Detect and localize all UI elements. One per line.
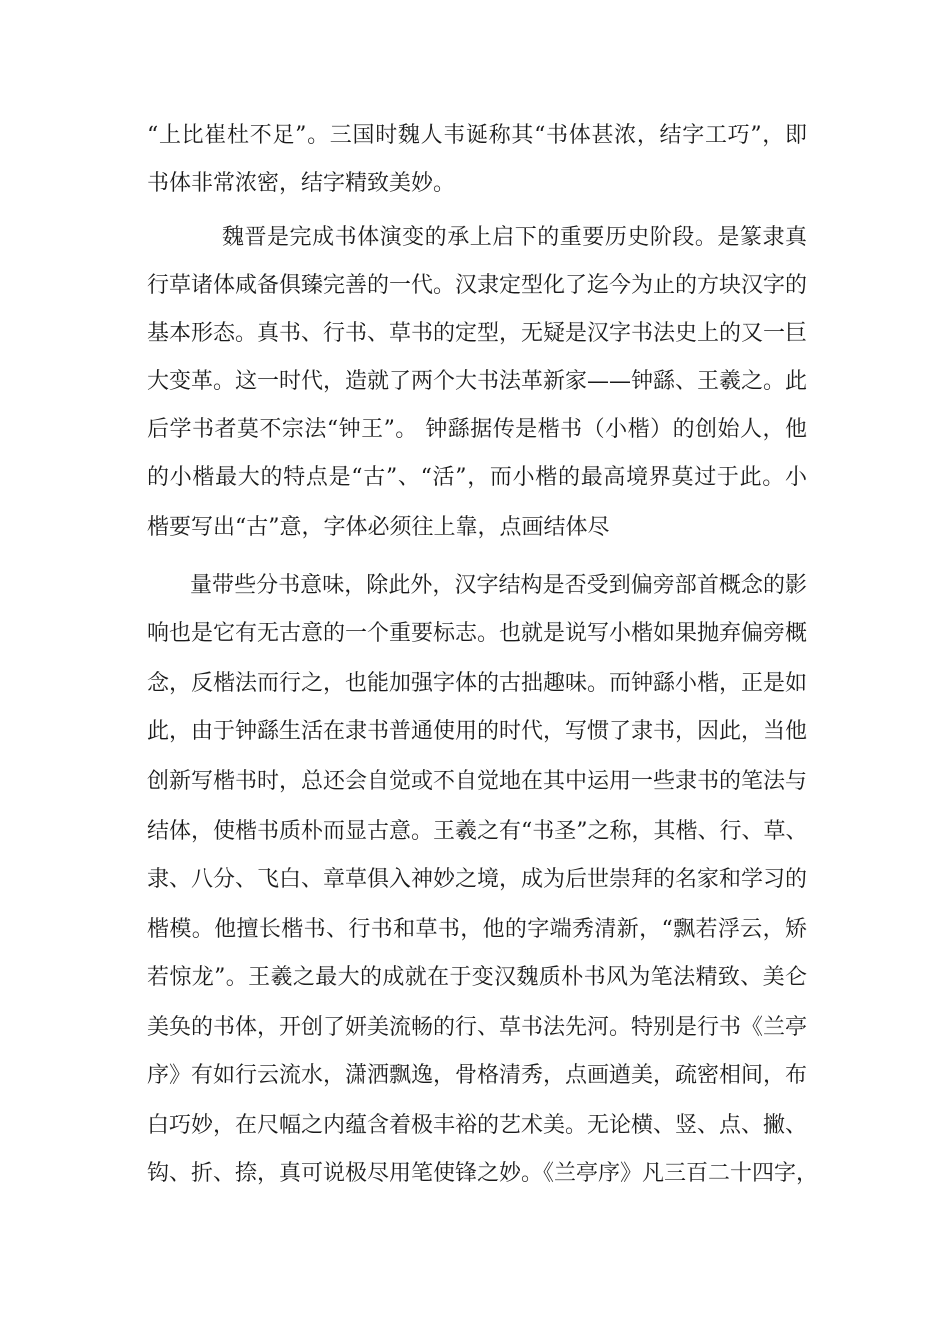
text-line: 隶、八分、飞白、章草俱入神妙之境，成为后世崇拜的名家和学习的 [147, 867, 808, 892]
text-line: 钩、折、捺，真可说极尽用笔使锋之妙。《兰亭序》凡三百二十四字， [147, 1161, 819, 1186]
text-line: 书体非常浓密，结字精致美妙。 [147, 171, 456, 196]
text-line: 若惊龙”。王羲之最大的成就在于变汉魏质朴书风为笔法精致、美仑 [147, 965, 807, 990]
text-line: “上比崔杜不足”。三国时魏人韦诞称其“书体甚浓，结字工巧”，即 [147, 123, 807, 148]
text-line: 魏晋是完成书体演变的承上启下的重要历史阶段。是篆隶真 [222, 225, 807, 250]
text-line: 楷模。他擅长楷书、行书和草书，他的字端秀清新，“飘若浮云，矫 [147, 917, 807, 942]
text-line: 响也是它有无古意的一个重要标志。也就是说写小楷如果抛弃偏旁概 [147, 621, 808, 646]
text-line: 行草诸体咸备俱臻完善的一代。汉隶定型化了迄今为止的方块汉字的 [147, 273, 808, 298]
text-line: 后学书者莫不宗法“钟王”。 钟繇据传是楷书（小楷）的创始人，他 [147, 417, 807, 442]
text-line: 美奂的书体，开创了妍美流畅的行、草书法先河。特别是行书《兰亭 [147, 1015, 808, 1040]
text-line: 基本形态。真书、行书、草书的定型，无疑是汉字书法史上的又一巨 [147, 321, 808, 346]
text-line: 创新写楷书时，总还会自觉或不自觉地在其中运用一些隶书的笔法与 [147, 769, 808, 794]
text-line: 量带些分书意味，除此外，汉字结构是否受到偏旁部首概念的影 [190, 573, 807, 598]
text-line: 白巧妙，在尺幅之内蕴含着极丰裕的艺术美。无论横、竖、点、撇、 [147, 1113, 808, 1138]
text-line: 的小楷最大的特点是“古”、“活”，而小楷的最高境界莫过于此。小 [147, 465, 807, 490]
text-line: 楷要写出“古”意，字体必须往上靠，点画结体尽 [147, 515, 610, 540]
text-line: 大变革。这一时代，造就了两个大书法革新家——钟繇、王羲之。此 [147, 369, 808, 394]
text-line: 此，由于钟繇生活在隶书普通使用的时代，写惯了隶书，因此，当他 [147, 719, 808, 744]
text-line: 序》有如行云流水，潇洒飘逸，骨格清秀，点画遒美，疏密相间，布 [147, 1063, 808, 1088]
text-line: 念，反楷法而行之，也能加强字体的古拙趣味。而钟繇小楷，正是如 [147, 671, 808, 696]
text-line: 结体，使楷书质朴而显古意。王羲之有“书圣”之称，其楷、行、草、 [147, 819, 808, 844]
